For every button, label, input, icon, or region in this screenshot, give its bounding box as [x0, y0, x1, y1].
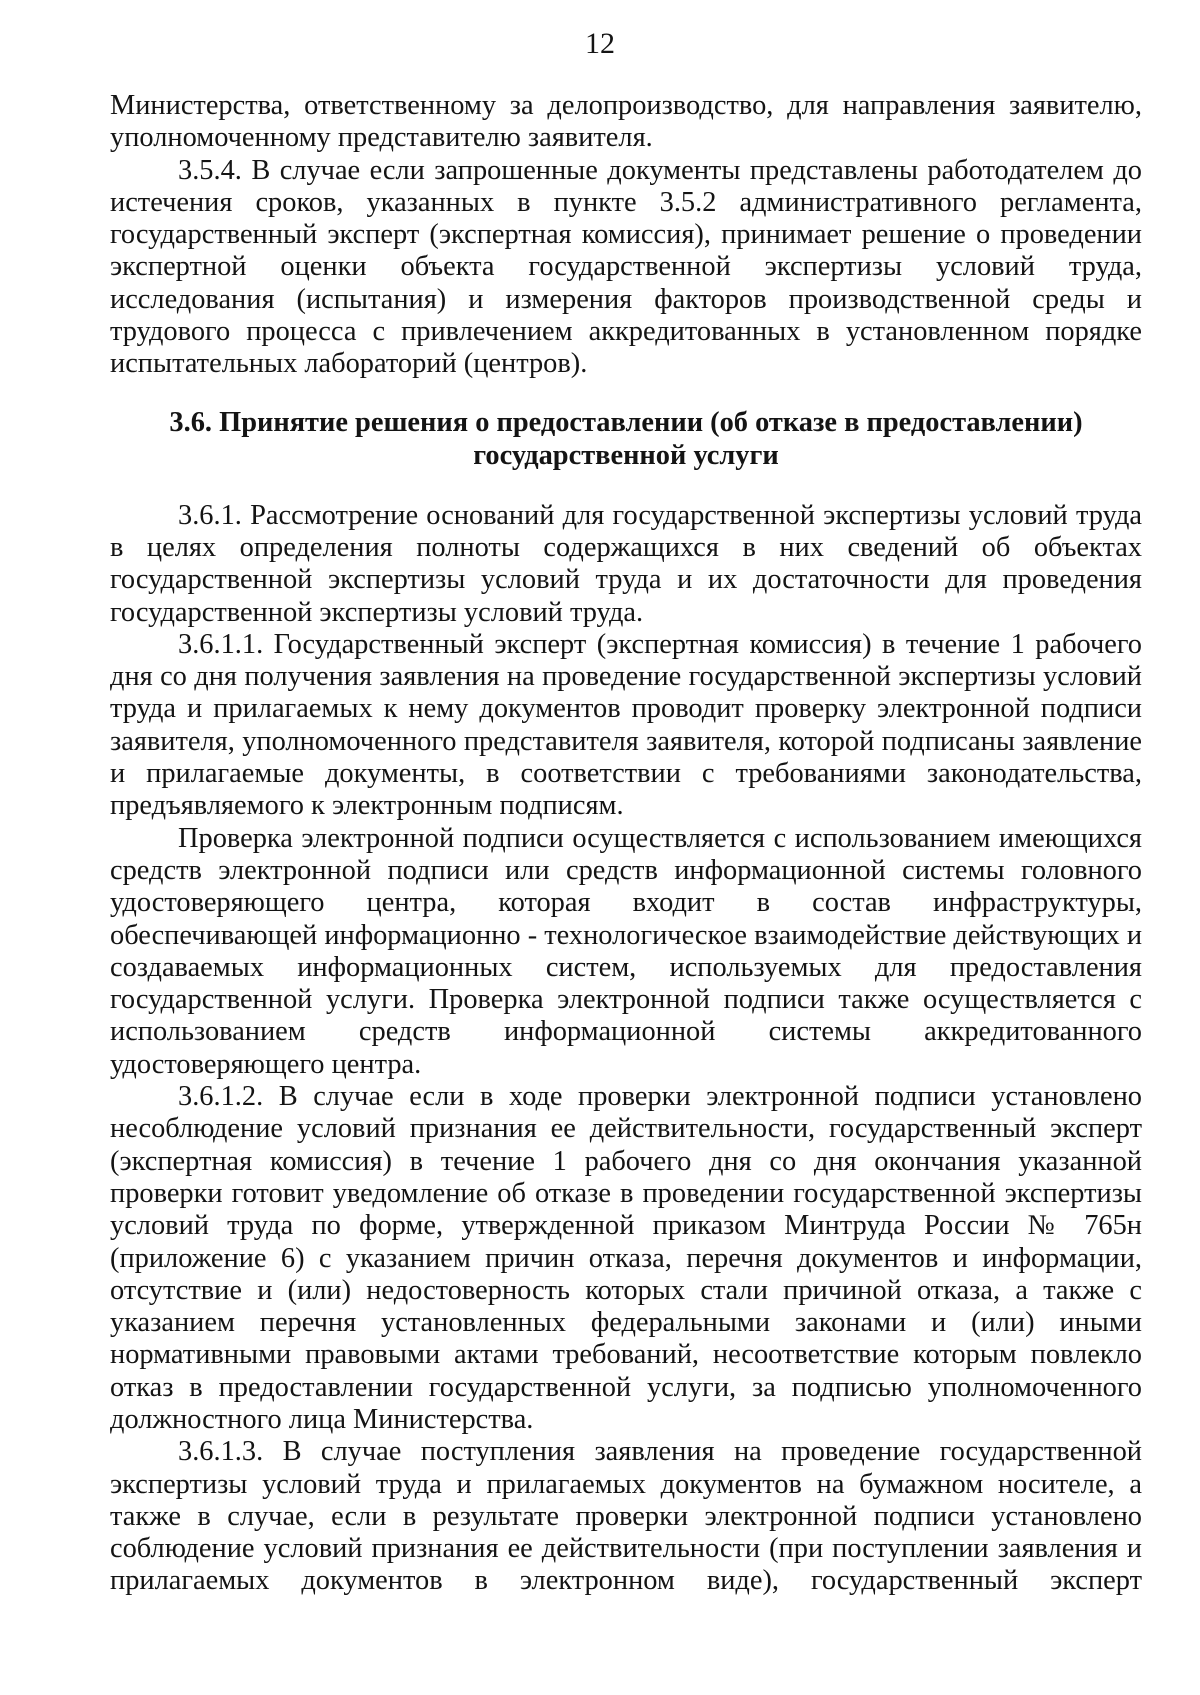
paragraph-signature-check: Проверка электронной подписи осуществляется с использованием имеющихся средств электронной подписи или средств информационной системы головного удостоверяющего центра, которая входит в состав инфраструктуры, обеспечивающей информационно - технологическое взаимодействие действующих и создаваемых информационных систем, используемых для предоставления государственной услуги. Проверка электронной подписи также осуществляется с использованием средств информационной системы аккредитованного удостоверяющего центра.: [110, 822, 1143, 1080]
paragraph-3-6-1-2: 3.6.1.2. В случае если в ходе проверки электронной подписи установлено несоблюдение условий признания ее действительности, государственный эксперт (экспертная комиссия) в течение 1 рабочего дня со дня окончания указанной проверки готовит уведомление об отказе в проведении государственной экспертизы условий труда по форме, утвержденной приказом Минтруда России № 765н (приложение 6) с указанием причин отказа, перечня документов и информации, отсутствие и (или) недостоверность которых стали причиной отказа, а также с указанием перечня установленных федеральными законами и (или) иными нормативными правовыми актами требований, несоответствие которым повлекло отказ в предоставлении государственной услуги, за подписью уполномоченного должностного лица Министерства.: [110, 1081, 1142, 1435]
paragraph-3-6-1: 3.6.1. Рассмотрение оснований для государственной экспертизы условий труда в целях определения полноты содержащихся в них сведений об объектах государственной экспертизы условий труда и их достаточности для проведения государственной экспертизы условий труда.: [110, 499, 1142, 628]
paragraph-3-6-1-1: 3.6.1.1. Государственный эксперт (экспертная комиссия) в течение 1 рабочего дня со дня получения заявления на проведение государственной экспертизы условий труда и прилагаемых к нему документов проводит проверку электронной подписи заявителя, уполномоченного представителя заявителя, которой подписаны заявление и прилагаемые документы, в соответствии с требованиями законодательства, предъявляемого к электронным подписям.: [110, 628, 1142, 822]
section-heading-3-6: [110, 406, 1142, 472]
page-number: 12: [585, 27, 615, 60]
section-heading-line-2: государственной услуги: [473, 439, 779, 471]
section-heading-line-1: 3.6. Принятие решения о предоставлении (об отказе в предоставлении): [169, 406, 1083, 438]
document-body: [110, 90, 1142, 1598]
paragraph-3-6-1-3: 3.6.1.3. В случае поступления заявления на проведение государственной экспертизы условий труда и прилагаемых документов на бумажном носителе, а также в случае, если в результате проверки электронной подписи установлено соблюдение условий признания ее действительности (при поступлении заявления и прилагаемых документов в электронном виде), государственный эксперт: [110, 1436, 1142, 1597]
paragraph-3-5-4: 3.5.4. В случае если запрошенные документы представлены работодателем до истечения сроков, указанных в пункте 3.5.2 административного регламента, государственный эксперт (экспертная комиссия), принимает решение о проведении экспертной оценки объекта государственной экспертизы условий труда, исследования (испытания) и измерения факторов производственной среды и трудового процесса с привлечением аккредитованных в установленном порядке испытательных лабораторий (центров).: [110, 154, 1142, 380]
paragraph-continuation: Министерства, ответственному за делопроизводство, для направления заявителю, уполномоченному представителю заявителя.: [110, 90, 1142, 154]
